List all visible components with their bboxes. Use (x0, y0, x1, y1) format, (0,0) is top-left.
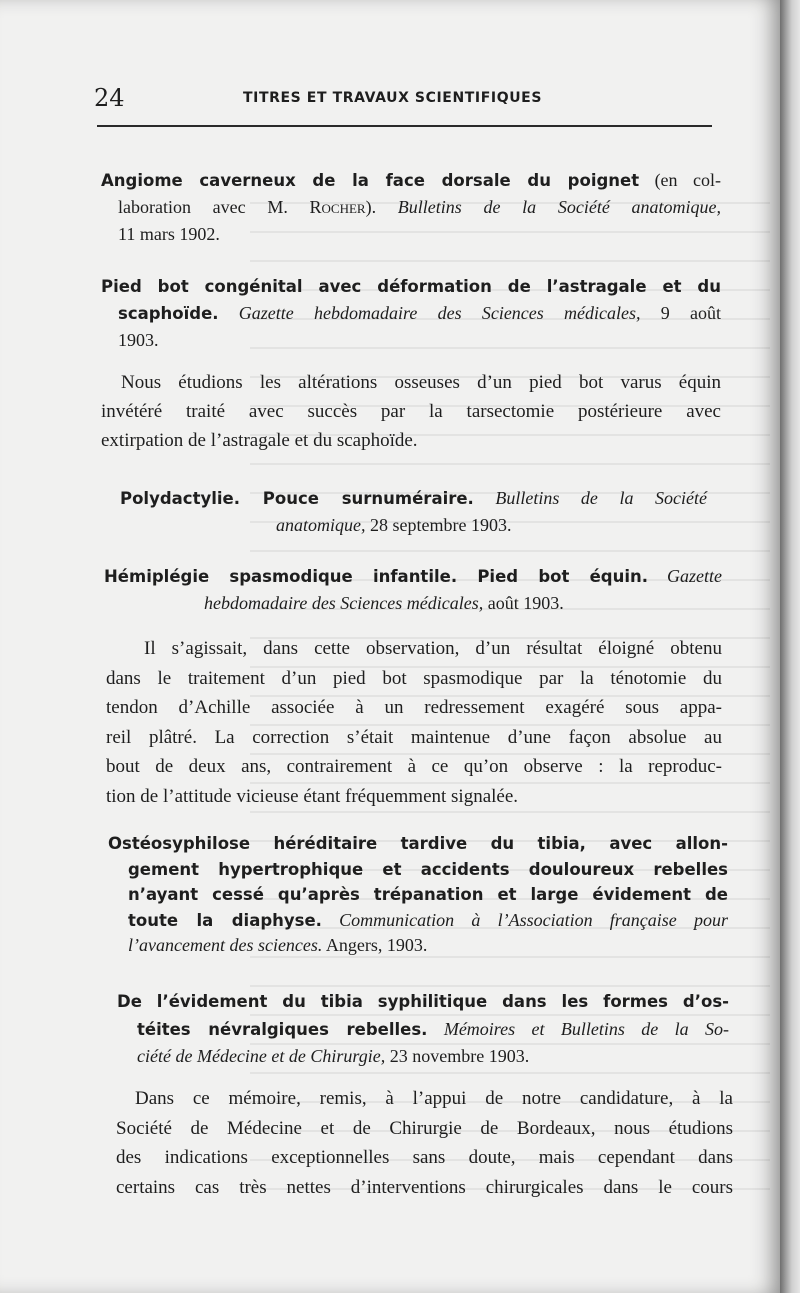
entry-title: Hémiplégie spasmodique infantile. Pied bot équin. (104, 567, 649, 586)
journal-name: Communication à l’Association française pour (321, 909, 728, 930)
entry-line: hebdomadaire des Sciences médicales, août 1903. (204, 593, 564, 613)
entry-title: Polydactylie. Pouce surnuméraire. (120, 489, 474, 508)
page-number: 24 (94, 84, 125, 112)
header-rule (97, 125, 712, 127)
journal-name: Bulletins de la Société anatomique, (397, 197, 721, 217)
entry-hemiplegie (104, 563, 722, 617)
entry-evidement-tibia (117, 988, 729, 1071)
entry-title: Ostéosyphilose héréditaire tardive du tibia, avec allon- (108, 834, 728, 853)
entry-line: téites névralgiques rebelles. Mémoires et Bulletins de la So- (137, 1018, 729, 1039)
entry-line: Angiome caverneux de la face dorsale du poignet (en col- (101, 170, 721, 190)
summary-paragraph: Nous étudions les altérations osseuses d’un pied bot varus équin invétéré traité avec succès par la tarsectomie postérieure avec extirpation de l’astragale et du scaphoïde. (101, 372, 721, 451)
entry-line: laboration avec M. Rocher). Bulletins de la Société anatomique, (118, 197, 721, 217)
journal-name: Gazette (648, 566, 722, 586)
running-title: TITRES ET TRAVAUX SCIENTIFIQUES (243, 90, 543, 106)
journal-name: Bulletins de la Société (473, 488, 707, 508)
entry-title: De l’évidement du tibia syphilitique dans les formes d’os- (117, 992, 729, 1011)
entry-pied-bot-congenital (101, 273, 721, 354)
author-name: Rocher (309, 197, 366, 217)
journal-name: Gazette hebdomadaire des Sciences médicales, (218, 303, 641, 323)
entry-line: scaphoïde. Gazette hebdomadaire des Sciences médicales, 9 août (118, 303, 721, 323)
entry-title: Angiome caverneux de la face dorsale du poignet (101, 171, 640, 190)
entry-osteosyphilose: Ostéosyphilose héréditaire tardive du tibia, avec allon- gement hypertrophique et accidents douloureux rebelles n’ayant cessé qu’après trépanation et large évidement de toute la diaphyse. Communication à l’Association française pour l’avancement des sciences. Angers, 1903. (108, 831, 728, 959)
entry-line (104, 563, 722, 590)
entry-date: 11 mars 1902. (118, 224, 220, 244)
entry-line: l’avancement des sciences. Angers, 1903. (128, 935, 428, 956)
page-edge-shadow (780, 0, 800, 1293)
entry-title: Pied bot congénital avec déformation de l’astragale et du (101, 277, 721, 296)
summary-paragraph: Il s’agissait, dans cette observation, d’un résultat éloigné obtenu dans le traitement d’un pied bot spasmodique par la ténotomie du tendon d’Achille associée à un redressement exagéré sous appa- reil plâtré. La correction s’était maintenue d’une façon absolue au bout de deux ans, contrairement à ce qu’on observe : la reproduc- tion de l’attitude vicieuse étant fréquemment signalée. (106, 638, 722, 807)
entry-line: ciété de Médecine et de Chirurgie, 23 novembre 1903. (137, 1046, 530, 1066)
entry-line: anatomique, 28 septembre 1903. (276, 515, 512, 535)
entry-date: 1903. (118, 330, 159, 350)
journal-name: Mémoires et Bulletins de la So- (427, 1018, 729, 1039)
entry-angiome (101, 167, 721, 248)
entry-line (120, 485, 707, 512)
entry-line: toute la diaphyse. Communication à l’Association française pour (128, 909, 728, 930)
entry-polydactylie (120, 485, 707, 539)
summary-paragraph: Dans ce mémoire, remis, à l’appui de notre candidature, à la Société de Médecine et de Chirurgie de Bordeaux, nous étudions des indications exceptionnelles sans doute, mais cependant dans certains cas très nettes d’interventions chirurgicales dans le cours (116, 1088, 733, 1198)
